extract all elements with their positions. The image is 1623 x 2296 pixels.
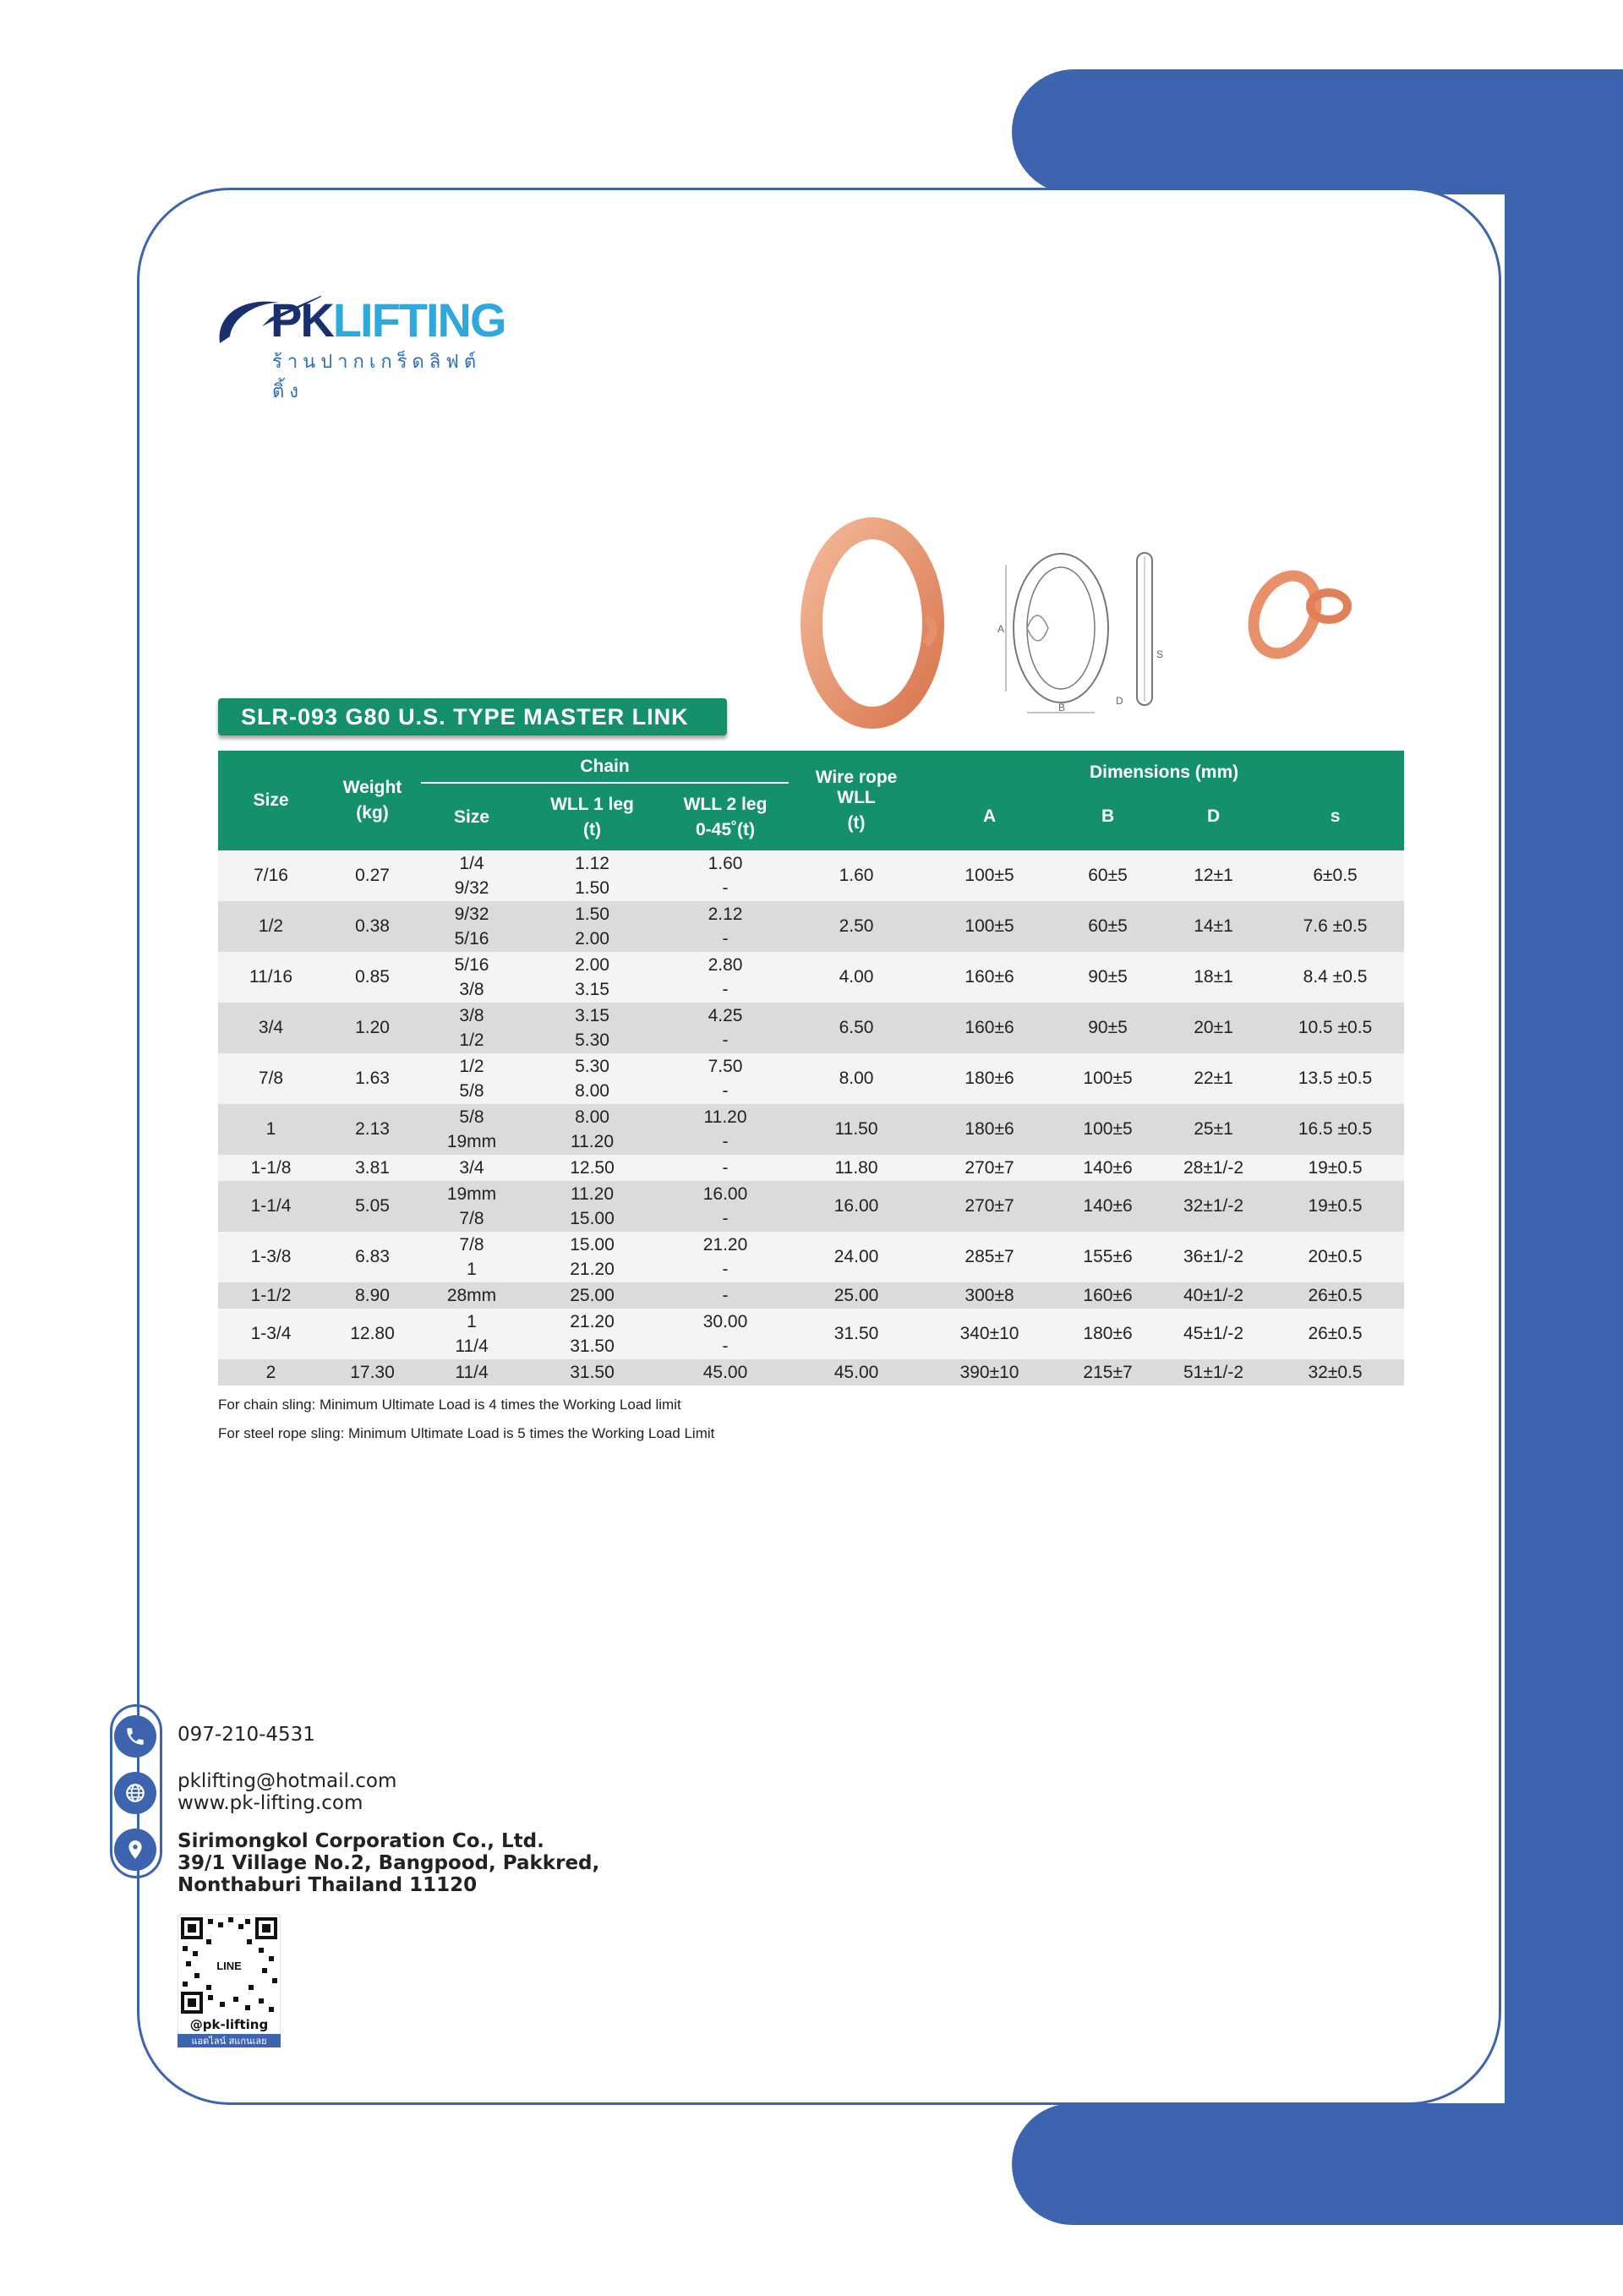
cell-chain-size-line: 1: [467, 1312, 477, 1331]
cell-wll2: [662, 850, 789, 901]
cell-weight: 6.83: [324, 1232, 421, 1282]
cell-wll2: [662, 1181, 789, 1232]
logo-lifting: LIFTING: [332, 293, 505, 347]
cell-d: 18±1: [1161, 952, 1266, 1003]
cell-chain-size-line: 5/16: [454, 929, 489, 948]
master-link-photo: [799, 517, 947, 729]
cell-b: 90±5: [1055, 1003, 1161, 1053]
cell-chain-size: [421, 1053, 522, 1104]
table-row: [218, 1003, 1404, 1053]
cell-chain-size-line: 19mm: [446, 1184, 497, 1204]
top-blue-tab: [1012, 69, 1623, 194]
cell-chain-size-line: 3/8: [459, 980, 484, 999]
cell-size: 1-3/8: [218, 1232, 324, 1282]
cell-a: 270±7: [924, 1155, 1055, 1181]
cell-a: 340±10: [924, 1309, 1055, 1359]
phone-icon: [114, 1715, 156, 1758]
right-blue-band: [1505, 69, 1623, 2225]
cell-b: 160±6: [1055, 1282, 1161, 1309]
cell-size: 1-1/8: [218, 1155, 324, 1181]
cell-wire: 2.50: [789, 901, 924, 952]
cell-s: 6±0.5: [1266, 850, 1404, 901]
cell-d: 32±1/-2: [1161, 1181, 1266, 1232]
cell-weight: 0.38: [324, 901, 421, 952]
cell-chain-size: [421, 1155, 522, 1181]
cell-wll2-line: -: [722, 929, 729, 948]
cell-s: 16.5 ±0.5: [1266, 1104, 1404, 1155]
cell-wll2-line: 4.25: [708, 1006, 743, 1025]
cell-a: 100±5: [924, 850, 1055, 901]
cell-chain-size: [421, 850, 522, 901]
header-wll2: [662, 783, 789, 850]
contact-address-line2: Nonthaburi Thailand 11120: [178, 1874, 478, 1896]
cell-chain-size-line: 1: [467, 1260, 477, 1279]
header-wll2-label: WLL 2 leg: [683, 794, 768, 814]
spec-table-body: [218, 850, 1404, 1386]
header-weight-label: Weight: [342, 778, 402, 797]
cell-chain-size: [421, 1232, 522, 1282]
cell-wll1-line: 21.20: [570, 1260, 615, 1279]
globe-icon: [114, 1772, 156, 1814]
cell-weight: 17.30: [324, 1359, 421, 1386]
cell-wll2-line: 30.00: [702, 1312, 748, 1331]
table-row: [218, 1282, 1404, 1309]
pk-lifting-logo: [211, 284, 505, 402]
header-wire-wll: WLL: [837, 788, 876, 807]
cell-wll1-line: 2.00: [575, 929, 609, 948]
cell-wire: 24.00: [789, 1232, 924, 1282]
header-wll1-label: WLL 1 leg: [550, 794, 634, 814]
cell-wire: 16.00: [789, 1181, 924, 1232]
cell-b: 100±5: [1055, 1104, 1161, 1155]
cell-wll2-line: -: [722, 1286, 729, 1305]
header-weight-unit: (kg): [356, 803, 389, 823]
cell-chain-size: [421, 1282, 522, 1309]
cell-chain-size: [421, 1003, 522, 1053]
cell-wll2: [662, 1359, 789, 1386]
header-wll1-unit: (t): [583, 819, 601, 839]
cell-d: 22±1: [1161, 1053, 1266, 1104]
cell-weight: 0.85: [324, 952, 421, 1003]
cell-d: 14±1: [1161, 901, 1266, 952]
cell-wll1: [522, 1155, 662, 1181]
cell-a: 160±6: [924, 952, 1055, 1003]
header-wll2-unit: 0-45˚(t): [696, 819, 756, 839]
cell-wll1-line: 2.00: [575, 955, 609, 975]
logo-wordmark: [270, 292, 505, 347]
cell-wire: 1.60: [789, 850, 924, 901]
cell-s: 20±0.5: [1266, 1232, 1404, 1282]
cell-s: 8.4 ±0.5: [1266, 952, 1404, 1003]
cell-wire: 4.00: [789, 952, 924, 1003]
cell-s: 26±0.5: [1266, 1309, 1404, 1359]
cell-wll2-line: -: [722, 1030, 729, 1050]
cell-wll1-line: 1.50: [575, 905, 609, 924]
cell-b: 215±7: [1055, 1359, 1161, 1386]
cell-a: 285±7: [924, 1232, 1055, 1282]
cell-wll1: [522, 901, 662, 952]
location-pin-icon: [114, 1829, 156, 1871]
table-row: [218, 901, 1404, 952]
table-row: [218, 1155, 1404, 1181]
line-qr-code[interactable]: [178, 1914, 281, 2047]
table-row: [218, 1181, 1404, 1232]
cell-wll1-line: 1.12: [575, 854, 609, 873]
cell-wll1-line: 5.30: [575, 1030, 609, 1050]
cell-d: 20±1: [1161, 1003, 1266, 1053]
cell-weight: 1.20: [324, 1003, 421, 1053]
cell-b: 140±6: [1055, 1181, 1161, 1232]
logo-thai-tagline: ร้านปากเกร็ดลิฟต์ติ้ง: [272, 351, 482, 402]
cell-a: 180±6: [924, 1053, 1055, 1104]
cell-wll2-line: -: [722, 1209, 729, 1228]
cell-size: 7/16: [218, 850, 324, 901]
cell-chain-size: [421, 901, 522, 952]
cell-b: 155±6: [1055, 1232, 1161, 1282]
header-dim-s: s: [1266, 783, 1404, 850]
cell-wll2: [662, 1309, 789, 1359]
cell-size: 1-3/4: [218, 1309, 324, 1359]
cell-s: 13.5 ±0.5: [1266, 1053, 1404, 1104]
cell-d: 25±1: [1161, 1104, 1266, 1155]
cell-wll2-line: -: [722, 1337, 729, 1356]
cell-wire: 31.50: [789, 1309, 924, 1359]
table-row: [218, 1232, 1404, 1282]
cell-b: 180±6: [1055, 1309, 1161, 1359]
table-row: [218, 1309, 1404, 1359]
cell-weight: 2.13: [324, 1104, 421, 1155]
cell-wll1: [522, 1282, 662, 1309]
cell-size: 1-1/2: [218, 1282, 324, 1309]
cell-a: 390±10: [924, 1359, 1055, 1386]
cell-s: 32±0.5: [1266, 1359, 1404, 1386]
cell-wll1: [522, 1309, 662, 1359]
cell-chain-size-line: 1/4: [459, 854, 484, 873]
cell-b: 60±5: [1055, 901, 1161, 952]
cell-chain-size-line: 11/4: [455, 1363, 489, 1382]
cell-wll1: [522, 1104, 662, 1155]
cell-wll2: [662, 1003, 789, 1053]
cell-wll2: [662, 1053, 789, 1104]
cell-a: 160±6: [924, 1003, 1055, 1053]
header-size: Size: [218, 751, 324, 850]
cell-wll2-line: -: [722, 1081, 729, 1101]
cell-wll2-line: -: [722, 1260, 729, 1279]
cell-chain-size-line: 5/8: [459, 1081, 484, 1101]
cell-chain-size-line: 9/32: [454, 878, 489, 898]
header-chain-size: Size: [421, 783, 522, 850]
cell-chain-size-line: 3/4: [459, 1158, 484, 1178]
cell-wll1-line: 15.00: [570, 1209, 615, 1228]
cell-wll2: [662, 1155, 789, 1181]
cell-weight: 12.80: [324, 1309, 421, 1359]
cell-d: 51±1/-2: [1161, 1359, 1266, 1386]
dim-label-b: B: [1058, 702, 1066, 713]
cell-wll2: [662, 1232, 789, 1282]
contact-phone[interactable]: 097-210-4531: [178, 1724, 315, 1746]
cell-wll1-line: 21.20: [570, 1312, 615, 1331]
cell-chain-size-line: 7/8: [459, 1209, 484, 1228]
cell-chain-size: [421, 1359, 522, 1386]
dim-label-d: D: [1116, 695, 1123, 707]
cell-wll2: [662, 1282, 789, 1309]
cell-d: 45±1/-2: [1161, 1309, 1266, 1359]
cell-wll2-line: 1.60: [708, 854, 743, 873]
cell-d: 28±1/-2: [1161, 1155, 1266, 1181]
contact-website[interactable]: www.pk-lifting.com: [178, 1792, 363, 1814]
cell-chain-size-line: 11/4: [455, 1337, 489, 1356]
table-row: [218, 850, 1404, 901]
cell-d: 12±1: [1161, 850, 1266, 901]
header-weight: [324, 751, 421, 850]
cell-wll1: [522, 952, 662, 1003]
cell-wll2-line: 2.12: [708, 905, 743, 924]
cell-wll1-line: 8.00: [575, 1081, 609, 1101]
cell-wll2-line: -: [722, 1132, 729, 1151]
cell-chain-size: [421, 1181, 522, 1232]
cell-chain-size-line: 28mm: [446, 1286, 497, 1305]
cell-chain-size-line: 3/8: [459, 1006, 484, 1025]
cell-size: 3/4: [218, 1003, 324, 1053]
cell-weight: 3.81: [324, 1155, 421, 1181]
cell-d: 40±1/-2: [1161, 1282, 1266, 1309]
header-chain: Chain: [421, 751, 789, 783]
cell-wll1-line: 15.00: [570, 1235, 615, 1255]
cell-wll1: [522, 1232, 662, 1282]
cell-a: 100±5: [924, 901, 1055, 952]
logo-pk: PK: [270, 293, 333, 347]
header-dim-d: D: [1161, 783, 1266, 850]
cell-s: 7.6 ±0.5: [1266, 901, 1404, 952]
cell-size: 11/16: [218, 952, 324, 1003]
table-row: [218, 1104, 1404, 1155]
cell-wll1-line: 3.15: [575, 980, 609, 999]
bottom-blue-tab: [1012, 2103, 1623, 2225]
cell-chain-size-line: 19mm: [446, 1132, 497, 1151]
header-wire-unit: (t): [847, 813, 866, 833]
cell-wll1-line: 1.50: [575, 878, 609, 898]
product-title-bar: SLR-093 G80 U.S. TYPE MASTER LINK: [218, 698, 727, 735]
contact-email[interactable]: pklifting@hotmail.com: [178, 1770, 397, 1792]
cell-wll2-line: 16.00: [702, 1184, 748, 1204]
cell-wire: 25.00: [789, 1282, 924, 1309]
qr-handle: @pk-lifting: [189, 2017, 269, 2032]
cell-chain-size-line: 7/8: [459, 1235, 484, 1255]
header-dimensions: Dimensions (mm): [924, 751, 1404, 783]
cell-size: 1: [218, 1104, 324, 1155]
cell-b: 140±6: [1055, 1155, 1161, 1181]
header-dim-b: B: [1055, 783, 1161, 850]
cell-wll1: [522, 850, 662, 901]
cell-a: 270±7: [924, 1181, 1055, 1232]
cell-s: 10.5 ±0.5: [1266, 1003, 1404, 1053]
cell-wll1: [522, 1053, 662, 1104]
cell-wll2: [662, 1104, 789, 1155]
cell-wll2-line: 2.80: [708, 955, 743, 975]
cell-chain-size-line: 1/2: [459, 1057, 484, 1076]
cell-b: 90±5: [1055, 952, 1161, 1003]
cell-wire: 45.00: [789, 1359, 924, 1386]
note-steel-rope-sling: For steel rope sling: Minimum Ultimate Load is 5 times the Working Load Limit: [218, 1425, 715, 1441]
table-row: [218, 952, 1404, 1003]
cell-size: 1/2: [218, 901, 324, 952]
cell-weight: 8.90: [324, 1282, 421, 1309]
cell-wll2-line: 45.00: [702, 1363, 748, 1382]
cell-wll1: [522, 1003, 662, 1053]
cell-wll1-line: 25.00: [570, 1286, 615, 1305]
cell-chain-size-line: 5/16: [454, 955, 489, 975]
table-row: [218, 1359, 1404, 1386]
cell-chain-size-line: 5/8: [459, 1107, 484, 1127]
table-row: [218, 1053, 1404, 1104]
cell-weight: 5.05: [324, 1181, 421, 1232]
cell-chain-size: [421, 1104, 522, 1155]
cell-chain-size-line: 1/2: [459, 1030, 484, 1050]
cell-wll1: [522, 1181, 662, 1232]
header-dim-a: A: [924, 783, 1055, 850]
cell-weight: 0.27: [324, 850, 421, 901]
cell-wll1-line: 3.15: [575, 1006, 609, 1025]
header-wire-rope-label: Wire rope: [815, 768, 898, 787]
cell-wll2-line: 11.20: [703, 1107, 747, 1127]
qr-caption: แอดไลน์ สแกนเลย: [191, 2036, 267, 2047]
qr-line-label: LINE: [216, 1960, 242, 1972]
cell-wll2-line: -: [722, 878, 729, 898]
cell-size: 2: [218, 1359, 324, 1386]
cell-chain-size: [421, 1309, 522, 1359]
cell-wll2-line: 21.20: [702, 1235, 748, 1255]
cell-size: 7/8: [218, 1053, 324, 1104]
cell-wll2-line: -: [722, 1158, 729, 1178]
cell-s: 26±0.5: [1266, 1282, 1404, 1309]
master-link-assembly-photo: [1234, 562, 1361, 664]
cell-wll1-line: 11.20: [571, 1184, 614, 1204]
dim-label-a: A: [997, 623, 1005, 635]
cell-a: 300±8: [924, 1282, 1055, 1309]
cell-wll1-line: 31.50: [570, 1337, 615, 1356]
cell-wire: 11.80: [789, 1155, 924, 1181]
cell-d: 36±1/-2: [1161, 1232, 1266, 1282]
cell-s: 19±0.5: [1266, 1181, 1404, 1232]
cell-b: 100±5: [1055, 1053, 1161, 1104]
cell-b: 60±5: [1055, 850, 1161, 901]
cell-wll2-line: -: [722, 980, 729, 999]
cell-wll2: [662, 901, 789, 952]
cell-weight: 1.63: [324, 1053, 421, 1104]
cell-wire: 11.50: [789, 1104, 924, 1155]
cell-a: 180±6: [924, 1104, 1055, 1155]
cell-wire: 8.00: [789, 1053, 924, 1104]
cell-wire: 6.50: [789, 1003, 924, 1053]
header-wire-rope: [789, 751, 924, 850]
dim-label-s: S: [1156, 648, 1164, 660]
cell-wll1-line: 8.00: [575, 1107, 609, 1127]
cell-size: 1-1/4: [218, 1181, 324, 1232]
note-chain-sling: For chain sling: Minimum Ultimate Load is 4 times the Working Load limit: [218, 1397, 681, 1413]
cell-wll1: [522, 1359, 662, 1386]
contact-company: Sirimongkol Corporation Co., Ltd.: [178, 1830, 544, 1852]
spec-table: [218, 751, 1404, 1386]
master-link-dimension-drawing: [989, 548, 1175, 721]
cell-chain-size: [421, 952, 522, 1003]
cell-wll2-line: 7.50: [708, 1057, 743, 1076]
contact-address-line1: 39/1 Village No.2, Bangpood, Pakkred,: [178, 1852, 600, 1874]
cell-chain-size-line: 9/32: [454, 905, 489, 924]
cell-wll1-line: 5.30: [575, 1057, 609, 1076]
cell-s: 19±0.5: [1266, 1155, 1404, 1181]
cell-wll1-line: 12.50: [570, 1158, 615, 1178]
cell-wll1-line: 31.50: [570, 1363, 615, 1382]
cell-wll1-line: 11.20: [571, 1132, 614, 1151]
header-wll1: [522, 783, 662, 850]
cell-wll2: [662, 952, 789, 1003]
